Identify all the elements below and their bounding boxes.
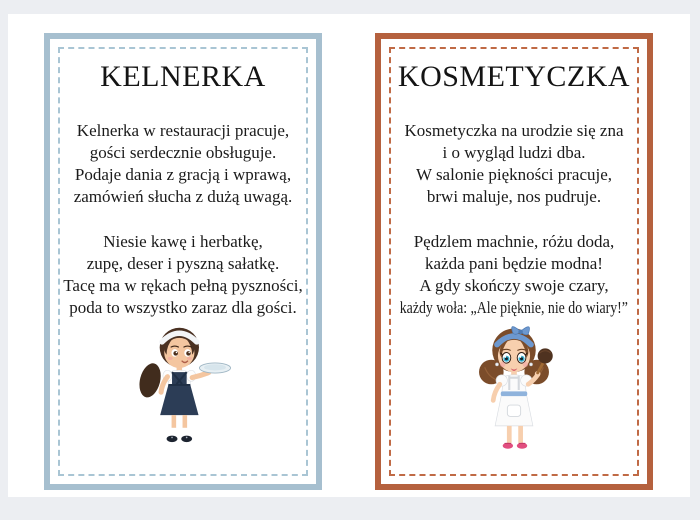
poem-line: Podaje dania z gracją i wprawą, — [74, 165, 292, 184]
poem-line: każda pani będzie modna! — [425, 254, 603, 273]
card-kosmetyczka-dashed-frame — [389, 47, 639, 476]
card-kosmetyczka-title: KOSMETYCZKA — [397, 60, 631, 93]
poem-line: Niesie kawę i herbatkę, — [103, 232, 263, 251]
poem-line: i o wygląd ludzi dba. — [442, 143, 586, 162]
poem-line: Pędzlem machnie, różu doda, — [413, 232, 615, 251]
poem-line: zupę, deser i pyszną sałatkę. — [86, 254, 280, 273]
kosmetyczka-stanza-2 — [389, 231, 639, 319]
poem-line: gości serdecznie obsługuje. — [89, 143, 277, 162]
card-kelnerka-dashed-frame — [58, 47, 308, 476]
card-kelnerka-title: KELNERKA — [100, 60, 266, 93]
poem-line: A gdy skończy swoje czary, — [419, 276, 609, 295]
poem-line: W salonie piękności pracuje, — [415, 165, 613, 184]
poem-line: Kelnerka w restauracji pracuje, — [76, 121, 290, 140]
waitress-girl-svg — [124, 320, 242, 448]
poem-line: zamówień słucha z dużą uwagą. — [73, 187, 293, 206]
worksheet-sheet — [8, 14, 690, 497]
kosmetyczka-stanza-1 — [404, 120, 623, 208]
poem-line: Tacę ma w rękach pełną pyszności, — [63, 276, 303, 295]
beautician-girl-svg — [462, 320, 566, 458]
poem-line: Kosmetyczka na urodzie się zna — [404, 121, 624, 140]
poem-line: brwi maluje, nos pudruje. — [426, 187, 602, 206]
poem-line: każdy woła: „Ale pięknie, nie do wiary!” — [399, 298, 629, 317]
beautician-illustration — [462, 320, 566, 458]
card-kosmetyczka — [375, 33, 653, 490]
waitress-illustration — [124, 320, 242, 448]
kelnerka-stanza-1 — [74, 120, 293, 208]
card-kelnerka — [44, 33, 322, 490]
kelnerka-stanza-2 — [63, 231, 303, 319]
poem-line: poda to wszystko zaraz dla gości. — [69, 298, 297, 317]
